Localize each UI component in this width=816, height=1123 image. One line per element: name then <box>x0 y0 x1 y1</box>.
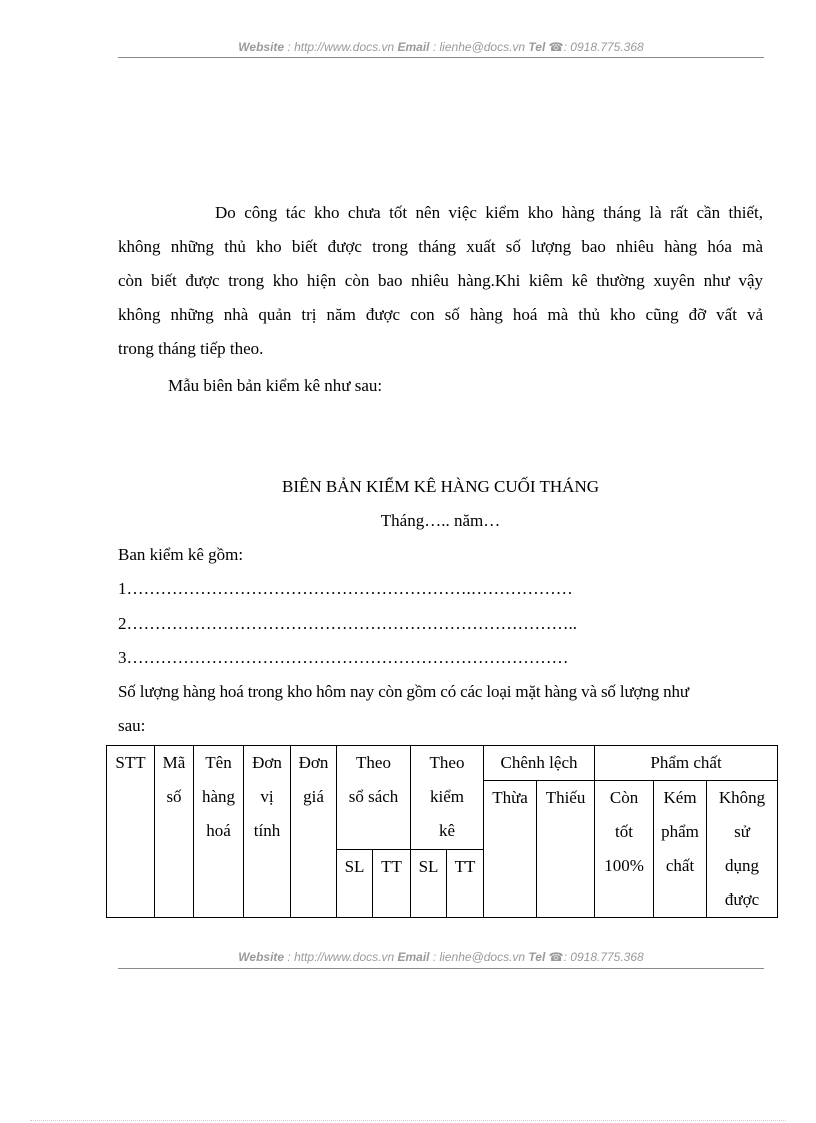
tel-label: Tel <box>528 40 546 54</box>
tel-value: : 0918.775.368 <box>563 40 644 54</box>
intro-line-2: không những thủ kho biết được trong tháng xuất số lượng bao nhiêu hàng hóa mà <box>118 237 763 256</box>
intro-paragraph-2: Mẫu biên bản kiểm kê như sau: <box>168 376 383 395</box>
col-so-sach-tt: TT <box>373 850 411 918</box>
footer-website-label: Website <box>238 950 285 964</box>
col-don-gia-header: Đơn giá <box>291 746 337 918</box>
committee-member-1: 1…………………………………………………….……………… <box>118 579 573 598</box>
col-con-tot-header: Còn tốt 100% <box>595 781 654 918</box>
intro-line-4: không những nhà quản trị năm được con số hàng hoá mà thủ kho cũng đỡ vất vả <box>118 305 763 324</box>
col-theo-so-sach-header: Theo sổ sách <box>337 746 411 850</box>
page-bottom-border <box>30 1120 786 1121</box>
col-thieu-header: Thiếu <box>537 781 595 918</box>
col-ma-so-header: Mã số <box>155 746 194 918</box>
committee-member-3: 3…………………………………………………………………… <box>118 648 569 667</box>
intro-paragraph <box>118 196 763 366</box>
col-kem-pham-chat-header: Kém phẩm chất <box>654 781 707 918</box>
col-don-vi-header: Đơn vị tính <box>244 746 291 918</box>
email-label: Email <box>397 40 430 54</box>
col-stt-header: STT <box>107 746 155 918</box>
phone-icon: ☎ <box>548 40 564 54</box>
footer-tel-value: : 0918.775.368 <box>563 950 644 964</box>
committee-label: Ban kiểm kê gồm: <box>118 545 244 564</box>
footer-phone-icon: ☎ <box>548 950 564 964</box>
footer-email-label: Email <box>397 950 430 964</box>
col-kiem-ke-tt: TT <box>447 850 484 918</box>
footer-email-value: : lienhe@docs.vn <box>432 950 526 964</box>
col-theo-kiem-ke-header: Theo kiểm kê <box>411 746 484 850</box>
website-value: : http://www.docs.vn <box>287 40 395 54</box>
inventory-table <box>106 745 778 918</box>
col-kiem-ke-sl: SL <box>411 850 447 918</box>
intro-line-3: còn biết được trong kho hiện còn bao nhiêu hàng.Khi kiêm kê thường xuyên như vậy <box>118 271 763 290</box>
intro-line-5: trong tháng tiếp theo. <box>118 339 264 358</box>
footer-website-value: : http://www.docs.vn <box>287 950 395 964</box>
website-label: Website <box>238 40 285 54</box>
col-so-sach-sl: SL <box>337 850 373 918</box>
email-value: : lienhe@docs.vn <box>432 40 526 54</box>
stock-statement-line-1: Số lượng hàng hoá trong kho hôm nay còn gồm có các loại mặt hàng và số lượng như <box>118 682 689 701</box>
form-date: Tháng….. năm… <box>380 511 501 530</box>
page-header <box>118 40 764 54</box>
header-divider <box>118 57 764 58</box>
col-ten-hang-header: Tên hàng hoá <box>194 746 244 918</box>
col-khong-su-dung-header: Không sử dụng được <box>707 781 778 918</box>
committee-member-2: 2…………………………………………………………………….. <box>118 614 577 633</box>
col-chenh-lech-header: Chênh lệch <box>484 746 595 781</box>
stock-statement-line-2: sau: <box>118 716 146 735</box>
col-thua-header: Thừa <box>484 781 537 918</box>
intro-line-1: Do công tác kho chưa tốt nên việc kiểm kho hàng tháng là rất cần thiết, <box>215 203 763 222</box>
col-pham-chat-header: Phẩm chất <box>595 746 778 781</box>
page-footer <box>118 950 764 964</box>
footer-tel-label: Tel <box>528 950 546 964</box>
form-title: BIÊN BẢN KIỂM KÊ HÀNG CUỐI THÁNG <box>282 477 599 496</box>
footer-divider <box>118 968 764 969</box>
